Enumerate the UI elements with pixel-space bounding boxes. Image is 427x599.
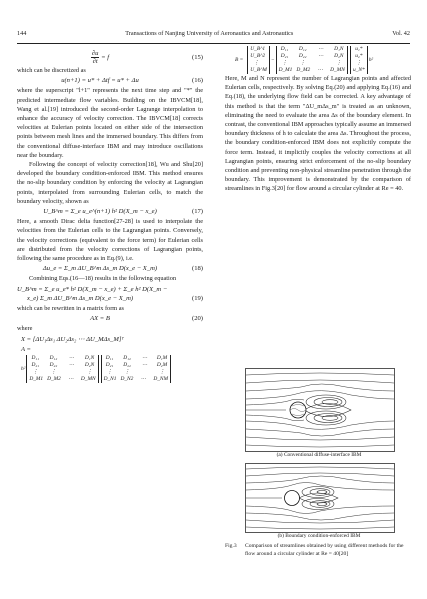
equation-x-vector: X = [ΔU₁Δs₁ ΔU₂Δs₂ ⋯ ΔU_MΔs_M]ᵀ bbox=[21, 335, 124, 343]
matrix-a-left-cell: D_M1 bbox=[29, 376, 44, 383]
matrix-b-u-row bbox=[250, 67, 267, 74]
matrix-b-s-row bbox=[353, 53, 365, 60]
cylinder-shape bbox=[285, 491, 300, 506]
matrix-a-left-cell: ⋮ bbox=[86, 369, 93, 376]
matrix-b-d-cell: D_MN bbox=[330, 67, 345, 73]
matrix-a-right-cell: D_N1 bbox=[103, 376, 117, 383]
matrix-a-right-cell: D_NM bbox=[153, 376, 169, 383]
matrix-a-left-cell: D_M2 bbox=[47, 376, 61, 383]
matrix-a-right-cell: ⋮ bbox=[106, 369, 113, 376]
paragraph: which can be discretized as bbox=[17, 67, 86, 74]
paragraph: Here, M and N represent the number of Lagrangian points and affected Eulerian cells, respectively. By solving Eq.(20) and applying Eq.(16) and Eq.(18), the underlying flow field can be corrected. A key advantage of this method is that the term "ΔU_mΔs_m" is treated as an unknown, eliminating the need to evaluate the area Δs of the boundary element. In contrast, the conventional IBM approaches typically assume an immersed boundary thickness of h to calculate the area Δs. Throughout the process, the boundary condition-enforced IBM does not explicitly compute the force term. Instead, it implicitly couples the velocity corrections at all Lagrangian points, ensuring strict enforcement of the no-slip boundary condition and preventing non-physical streamline penetration through the boundary. This improvement is demonstrated by the comparison of streamlines in Fig.3[20] for flow around a circular cylinder at Re = 40. bbox=[225, 75, 411, 193]
matrix-a-right-cell: ⋮ bbox=[159, 369, 165, 376]
equation-number: (17) bbox=[192, 208, 203, 216]
matrix-b-d-row bbox=[279, 46, 345, 53]
equation-16: u(n+1) = u* + Δtf = u* + Δu (16) bbox=[61, 77, 203, 85]
matrix-a-left-cell: ⋯ bbox=[68, 362, 75, 369]
matrix-b-u-row bbox=[250, 53, 267, 60]
matrix-b-d-cell: D₂N bbox=[334, 53, 344, 59]
paragraph: Here, a smooth Dirac delta function[27-28] is used to interpolate the velocities from the Eulerian cells to the Lagrangian points. Conversely, the velocity corrections (equivalent to the force term) for Eulerian cells are distributed from the velocity corrections of Lagrangian points, following the same procedure as in Eq.(9), i.e. bbox=[17, 218, 203, 263]
matrix-a-left-cell: ⋮ bbox=[50, 369, 57, 376]
figure-caption-text: Comparison of streamlines obtained by using different methods for the flow around a circular cylinder at Re = 40[20] bbox=[245, 543, 404, 557]
paragraph: where bbox=[17, 325, 33, 333]
figure-label: Fig.3 bbox=[225, 543, 237, 549]
matrix-a-left-cell: D_MN bbox=[80, 376, 96, 383]
matrix-a-right-cell: D₂₂ bbox=[123, 362, 131, 369]
matrix-b-d-cell: D_M1 bbox=[278, 67, 293, 73]
paragraph: Combining Eqs.(16—18) results in the following equation bbox=[29, 275, 177, 283]
matrix-b-d-cell: ⋮ bbox=[299, 60, 306, 66]
matrix-a-left-cell: D₁₂ bbox=[49, 355, 58, 362]
right-column bbox=[225, 46, 411, 194]
matrix-a-right-row bbox=[104, 355, 168, 362]
matrix-b-intermediate-velocity bbox=[350, 46, 368, 74]
matrix-b-d-cell: D₁N bbox=[334, 46, 344, 52]
matrix-b-s-row bbox=[353, 67, 365, 74]
equation-17: U_B^m = Σ_e u_e^(n+1) h² D(X_m − x_e) (17) bbox=[43, 208, 203, 216]
equation-15: $\frac{\partial u}{\partial t}$ = f (15) bbox=[91, 50, 203, 65]
matrix-b-d-row bbox=[279, 53, 345, 60]
matrix-a-right-cell: D₁₁ bbox=[105, 355, 114, 362]
paragraph: Following the concept of velocity correction[18], Wu and Shu[20] developed the boundary condition-enforced IBM. This method ensures the no-slip boundary condition by enforcing the velocity at Lagrangian points, interpolated from surrounding Eulerian cells, to match the boundary velocity, shown as bbox=[17, 161, 203, 205]
equation-number: (18) bbox=[192, 265, 203, 273]
matrix-b-u-cell: U_B^1 bbox=[250, 46, 266, 52]
equation-20: AX = B (20) bbox=[90, 315, 203, 323]
matrix-a-right-row bbox=[104, 362, 168, 369]
matrix-a-right-cell: D₁₂ bbox=[123, 355, 131, 362]
equation-number: (19) bbox=[192, 294, 203, 302]
matrix-b-u-row bbox=[250, 46, 267, 53]
matrix-a-right-cell: ⋯ bbox=[141, 362, 148, 369]
matrix-b-d-cell: D₂₁ bbox=[280, 53, 289, 59]
matrix-b-d-cell: ⋯ bbox=[317, 67, 323, 73]
matrix-b-d-cell: D₁₂ bbox=[298, 46, 307, 52]
matrix-a-right-cell: D₁M bbox=[156, 355, 168, 362]
matrix-a: h² D₁₁ D₁₂ ⋯ D₁N D₂₁ D₂₂ ⋯ D₂N ⋮ ⋮ ⋮ D_M1 D_M2 ⋯ D_MN D₁₁ D₁₂ ⋯ D₁M D₂₁ D₂₂ ⋯ D₂M ⋮ ⋮ ⋮ D_N1 D_N2 ⋯ D_NM bbox=[17, 355, 203, 383]
matrix-a-left-cell: ⋯ bbox=[68, 355, 75, 362]
matrix-a-right-cell: D_N2 bbox=[120, 376, 134, 383]
equation-18: Δu_e = Σ_m ΔU_B^m Δs_m D(x_e − X_m) (18) bbox=[42, 265, 203, 273]
matrix-b-s-cell: u_N* bbox=[352, 67, 365, 73]
matrix-b-s-row bbox=[353, 46, 365, 53]
header-rule bbox=[17, 43, 410, 44]
matrix-a-left-row bbox=[29, 369, 95, 376]
matrix-a-right-cell: D₂₁ bbox=[105, 362, 114, 369]
matrix-b-d-cell: ⋮ bbox=[336, 60, 342, 66]
matrix-a-right-row bbox=[104, 376, 168, 383]
matrix-b-d-cell: ⋮ bbox=[281, 60, 288, 66]
matrix-b-d-cell bbox=[315, 60, 327, 67]
journal-title: Transactions of Nanjing University of Aeronautics and Astronautics bbox=[125, 30, 294, 37]
matrix-a-left-cell: D₁₁ bbox=[31, 355, 40, 362]
matrix-b-d-cell: ⋯ bbox=[318, 53, 324, 59]
matrix-b-boundary-velocity bbox=[247, 46, 270, 74]
equation-19: U_B^m = Σ_e u_e* h² D(X_m − x_e) + Σ_e h² D(X_m − x_e) Σ_m ΔU_B^m Δs_m D(x_e − X_m) (19) bbox=[17, 285, 203, 302]
streamline-plot-a bbox=[246, 369, 394, 451]
matrix-b-s-cell: u₂* bbox=[355, 53, 363, 59]
matrix-b-d-cell: D₁₁ bbox=[280, 46, 289, 52]
matrix-a-left-cell bbox=[65, 369, 77, 376]
matrix-a-left-block bbox=[26, 355, 98, 383]
matrix-b-u-cell: U_B^M bbox=[250, 67, 267, 73]
fraction-du-dt: $\frac{\partial u}{\partial t}$ bbox=[91, 50, 99, 65]
matrix-a-left-cell: D₂N bbox=[84, 362, 95, 369]
matrix-b-delta-block bbox=[276, 46, 348, 74]
figure-3b-caption: (b) Boundary condition-enforced IBM bbox=[277, 533, 361, 539]
matrix-a-right-cell: ⋮ bbox=[124, 369, 130, 376]
matrix-b-d-cell: ⋯ bbox=[318, 46, 324, 52]
matrix-b-d-row bbox=[279, 67, 345, 74]
matrix-a-right-block bbox=[101, 355, 171, 383]
matrix-b-d-cell: D₂₂ bbox=[298, 53, 307, 59]
equation-number: (15) bbox=[192, 53, 203, 61]
matrix-b-s-cell: ⋮ bbox=[356, 60, 362, 66]
matrix-a-left-row bbox=[29, 362, 95, 369]
matrix-a-right-cell: ⋯ bbox=[140, 376, 147, 383]
matrix-b-u-cell: ⋮ bbox=[253, 60, 259, 66]
matrix-a-right-cell: ⋯ bbox=[141, 355, 148, 362]
equation-number: (20) bbox=[192, 315, 203, 323]
running-header bbox=[17, 30, 410, 42]
figure-3a-caption: (a) Conventional diffuse-interface IBM bbox=[276, 452, 362, 458]
page-number: 144 bbox=[17, 30, 27, 37]
matrix-b-s-row bbox=[353, 60, 365, 67]
matrix-b-s-cell: u₁* bbox=[355, 46, 363, 52]
volume-label: Vol. 42 bbox=[392, 30, 410, 37]
matrix-a-right-cell: D₂M bbox=[156, 362, 168, 369]
matrix-b-d-cell: D_M2 bbox=[296, 67, 311, 73]
matrix-a-right-cell bbox=[139, 369, 151, 376]
figure-3-caption bbox=[225, 542, 411, 558]
matrix-a-left-cell: ⋮ bbox=[32, 369, 38, 376]
figure-3a-streamlines bbox=[245, 368, 395, 452]
figure-3b-streamlines bbox=[245, 463, 395, 533]
matrix-b-u-cell: U_B^2 bbox=[250, 53, 266, 59]
left-column bbox=[17, 46, 203, 383]
matrix-a-left-cell: ⋯ bbox=[68, 376, 74, 383]
paragraph: where the superscript "l+1" represents the next time step and "*" the predicted intermediate flow variables. Building on the IBVCM[18], Wang et al.[19] introduced the second-order Lagrange interpolation to enhance the accuracy of velocity correction. The IBVCM[18] corrects velocities at Eulerian points located on either side of the intersection points between mesh lines and the immersed boundary. This differs from the conventional diffuse-interface IBM and may introduce oscillations near the boundary. bbox=[17, 87, 203, 159]
equation-a-label: A = bbox=[21, 345, 32, 353]
matrix-a-left-cell: D₁N bbox=[84, 355, 95, 362]
matrix-a-right-row bbox=[104, 369, 168, 376]
equation-number: (16) bbox=[192, 77, 203, 85]
matrix-b-d-row bbox=[279, 60, 345, 67]
matrix-a-left-cell: D₂₁ bbox=[31, 362, 40, 369]
matrix-b-u-row bbox=[250, 60, 267, 67]
matrix-a-left-row bbox=[29, 376, 95, 383]
paragraph: which can be rewritten in a matrix form as bbox=[17, 305, 125, 313]
streamline-plot-b bbox=[246, 464, 394, 532]
matrix-a-left-row bbox=[29, 355, 95, 362]
matrix-a-left-cell: D₂₂ bbox=[49, 362, 58, 369]
matrix-b: B = U_B^1 U_B^2 ⋮ U_B^M − D₁₁ D₁₂ ⋯ D₁N D₂₁ D₂₂ ⋯ D₂N ⋮ ⋮ ⋮ D_M1 D_M2 ⋯ D_MN u₁* u₂* ⋮ u_N* h² bbox=[235, 46, 374, 73]
